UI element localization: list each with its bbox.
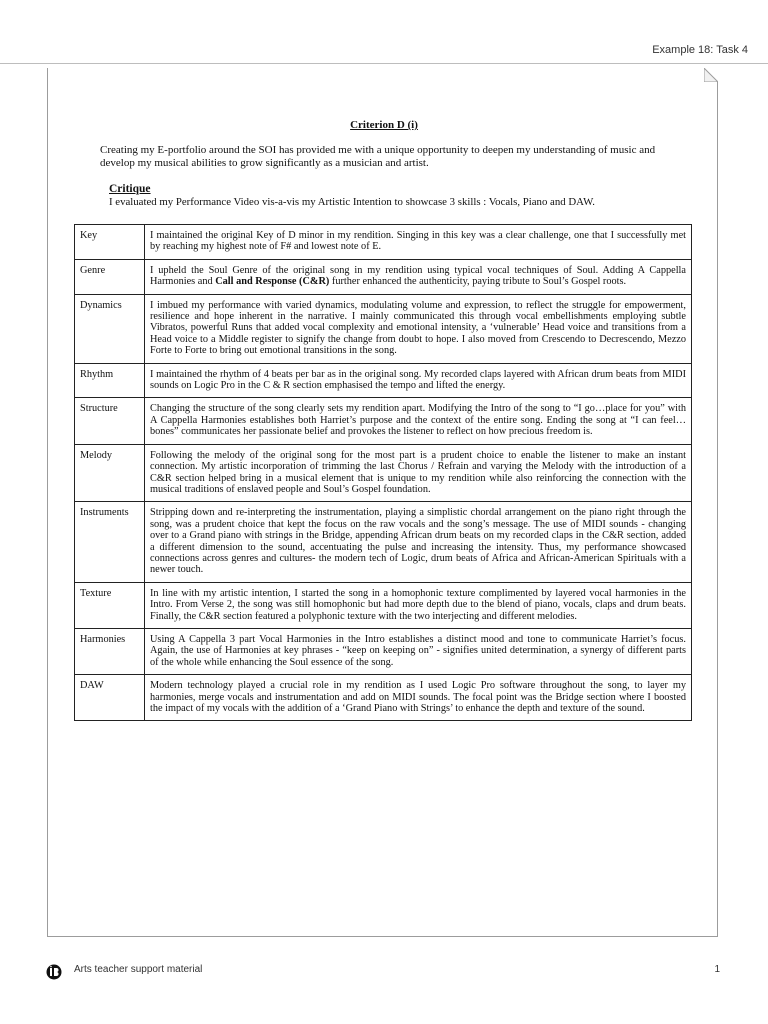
row-text: [145, 259, 692, 294]
table-row: [75, 502, 692, 582]
row-key: Texture: [75, 582, 145, 628]
table-row: [75, 294, 692, 363]
row-key: Rhythm: [75, 363, 145, 398]
row-key: Key: [75, 225, 145, 260]
header-label: Example 18: Task 4: [652, 44, 748, 56]
table-row: [75, 444, 692, 502]
row-text: Using A Cappella 3 part Vocal Harmonies in the Intro establishes a distinct mood and tone to communicate Harriet’s focus. Again, the use of Harmonies at key phrases - “keep on keeping on” - signifies united determination, a synergy of different parts of the whole while enhancing the Soul essence of the song.: [145, 628, 692, 674]
row-text: Following the melody of the original song for the most part is a prudent choice to enable the listener to make an instant connection. My artistic incorporation of trimming the last Chorus / Refrain and varying the Melody with the introduction of a C&R section helped bring in a musical element that is unique to my rendition while also reinforcing the connection with the musical traditions of enslaved people and Soul’s Gospel foundation.: [145, 444, 692, 502]
footer-label: Arts teacher support material: [74, 964, 203, 975]
intro-paragraph: Creating my E-portfolio around the SOI has provided me with a unique opportunity to deepen my understanding of music and develop my musical abilities to grow significantly as a musician and artist.: [100, 144, 656, 169]
row-text: In line with my artistic intention, I started the song in a homophonic texture complimented by layered vocal harmonies in the Intro. From Verse 2, the song was still homophonic but had more depth due to the blend of piano, vocals, claps and drum beats. Finally, the C&R section featured a polyphonic texture with the two interjecting and different melodies.: [145, 582, 692, 628]
row-key: DAW: [75, 675, 145, 721]
row-text: Stripping down and re-interpreting the instrumentation, playing a simplistic chordal arrangement on the piano right through the song, was a prudent choice that kept the focus on the raw vocals and the song’s message. The use of MIDI sounds - changing over to a Grand piano with strings in the Bridge, appending African drum beats on my recorded claps in the C&R section, added a different dimension to the sound, accentuating the pulse and increasing the intensity. Thus, my performance showcased connections across genres and cultures- the modern tech of Logic, drum beats of Africa and African-American Spirituals with a newer touch.: [145, 502, 692, 582]
table-row: [75, 582, 692, 628]
table-row: [75, 628, 692, 674]
row-text: Changing the structure of the song clearly sets my rendition apart. Modifying the Intro of the song to “I go…place for you” with A Cappella Harmonies establishes both Harriet’s purpose and the context of the entire song. Ending the song at “I can feel…bones” communicates her passionate belief and provokes the listener to reflect on how precious freedom is.: [145, 398, 692, 444]
table-row: [75, 398, 692, 444]
header-rule: [0, 63, 768, 64]
table-row: [75, 259, 692, 294]
critique-text: I evaluated my Performance Video vis-a-vis my Artistic Intention to showcase 3 skills : Vocals, Piano and DAW.: [109, 196, 595, 208]
row-text-part: further enhanced the authenticity, paying tribute to Soul’s Gospel roots.: [329, 276, 627, 288]
table-row: [75, 675, 692, 721]
row-text: I imbued my performance with varied dynamics, modulating volume and expression, to reflect the struggle for empowerment, resilience and hope inherent in the narrative. I mainly communicated this through vocal embellishments employing subtle Vibratos, powerful Runs that added vocal complexity and emotional intensity, a ‘vulnerable’ Head voice and transitions from a Head voice to a Middle register to signify the change from doubt to hope. I also moved from Crescendo to Decrescendo, Mezzo Forte to Forte to bring out emotional transitions in the song.: [145, 294, 692, 363]
row-key: Genre: [75, 259, 145, 294]
document-title: Criterion D (i): [350, 119, 418, 131]
table-row: [75, 225, 692, 260]
row-key: Structure: [75, 398, 145, 444]
row-key: Harmonies: [75, 628, 145, 674]
row-text: I maintained the original Key of D minor in my rendition. Singing in this key was a clear challenge, one that I successfully met by reaching my highest note of F# and lowest note of E.: [145, 225, 692, 260]
page-fold-icon: [704, 68, 718, 82]
row-text: I maintained the rhythm of 4 beats per bar as in the original song. My recorded claps layered with African drum beats from MIDI sounds on Logic Pro in the C & R section emphasised the tempo and lifted the energy.: [145, 363, 692, 398]
table-row: [75, 363, 692, 398]
row-key: Dynamics: [75, 294, 145, 363]
ib-logo-icon: [46, 964, 62, 980]
row-text-part: I upheld the Soul Genre of the original song in my rendition using typical vocal techniques of Soul. Adding A Cappella Harmonies and: [150, 264, 686, 288]
row-key: Instruments: [75, 502, 145, 582]
critique-heading: Critique: [109, 183, 151, 195]
row-key: Melody: [75, 444, 145, 502]
page-number: 1: [714, 964, 720, 975]
row-text: Modern technology played a crucial role in my rendition as I used Logic Pro software throughout the song, to layer my harmonies, merge vocals and instrumentation and add on MIDI sounds. The focal point was the Bridge section where I boosted the impact of my vocals with the addition of a ‘Grand Piano with Strings’ to enhance the depth and texture of the sound.: [145, 675, 692, 721]
row-text-bold: Call and Response (C&R): [215, 276, 330, 288]
criteria-table: [74, 224, 692, 721]
